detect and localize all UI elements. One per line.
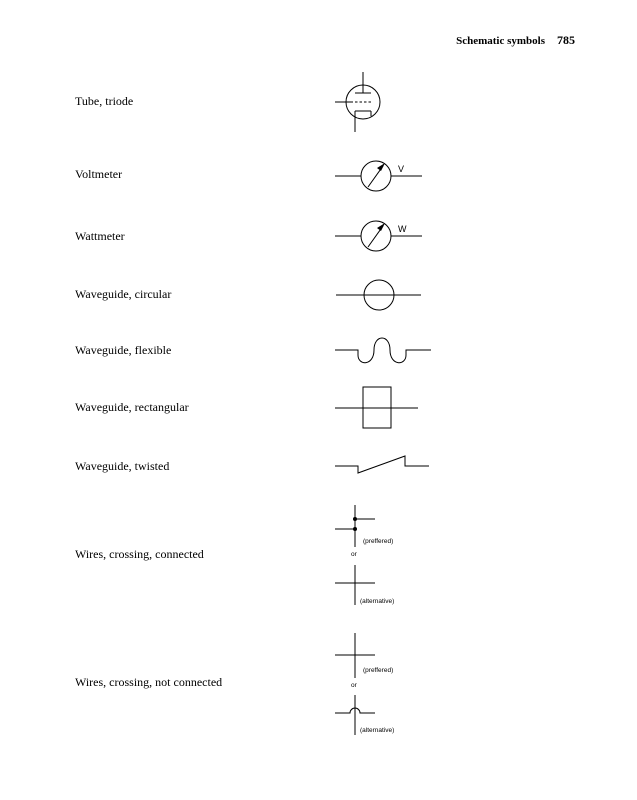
term-waveguide-circular: Waveguide, circular bbox=[75, 287, 172, 301]
waveguide-rectangular-symbol bbox=[335, 387, 418, 428]
term-wires-crossing-not-connected: Wires, crossing, not connected bbox=[75, 675, 223, 689]
voltmeter-symbol bbox=[335, 161, 422, 191]
waveguide-twisted-symbol bbox=[335, 456, 429, 473]
term-waveguide-rectangular: Waveguide, rectangular bbox=[75, 400, 189, 414]
term-tube-triode: Tube, triode bbox=[75, 94, 134, 108]
voltmeter-letter: V bbox=[398, 164, 405, 174]
term-wattmeter: Wattmeter bbox=[75, 229, 125, 243]
caption-connected-or: or bbox=[351, 551, 357, 558]
caption-not-connected-or: or bbox=[351, 682, 357, 689]
wattmeter-letter: W bbox=[398, 224, 407, 234]
caption-not-connected-alternative: (alternative) bbox=[360, 727, 395, 734]
term-wires-crossing-connected: Wires, crossing, connected bbox=[75, 547, 204, 561]
section-title: Schematic symbols bbox=[456, 35, 545, 47]
waveguide-flexible-symbol bbox=[335, 338, 431, 363]
caption-connected-alternative: (alternative) bbox=[360, 598, 395, 605]
caption-connected-preferred: (preffered) bbox=[363, 538, 394, 545]
wattmeter-symbol bbox=[335, 221, 422, 251]
triode-tube-symbol bbox=[335, 72, 380, 132]
page-number: 785 bbox=[557, 33, 575, 47]
term-waveguide-twisted: Waveguide, twisted bbox=[75, 459, 170, 473]
waveguide-circular-symbol bbox=[336, 280, 421, 310]
caption-not-connected-preferred: (preffered) bbox=[363, 667, 394, 674]
term-waveguide-flexible: Waveguide, flexible bbox=[75, 343, 172, 357]
term-voltmeter: Voltmeter bbox=[75, 167, 123, 181]
